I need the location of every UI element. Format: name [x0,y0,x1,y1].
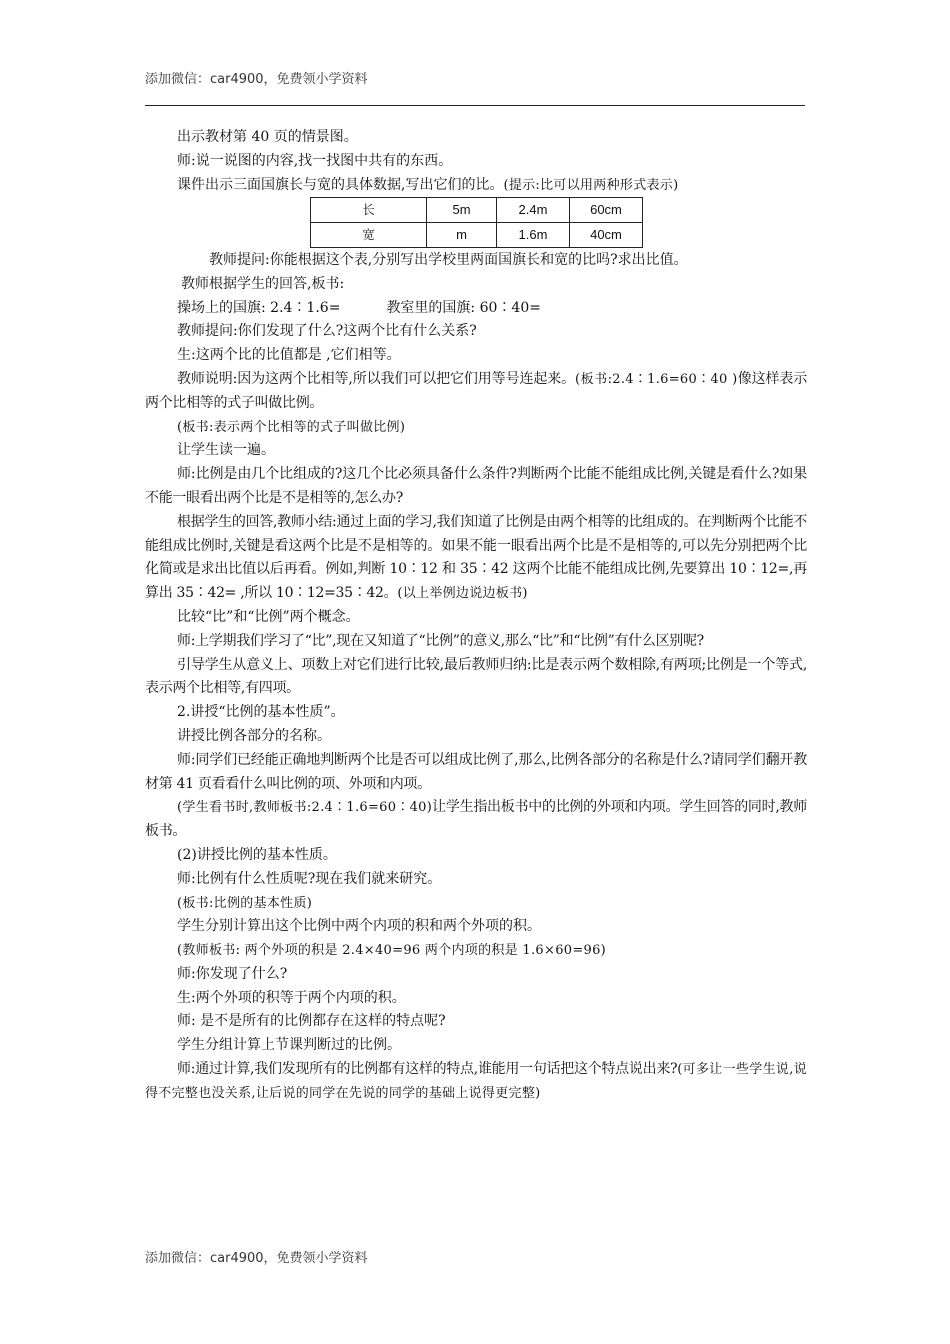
equation-classroom: 教室里的国旗: 60∶40= [386,299,541,316]
header-rule [145,105,805,106]
page-header: 添加微信：car4900，免费领小学资料 [145,72,368,87]
table-cell: 2.4m [497,198,570,223]
paragraph [145,297,807,321]
paragraph: (2)讲授比例的基本性质。 [177,846,337,863]
paragraph: 师:你发现了什么? [177,965,288,982]
equation-playground: 操场上的国旗: 2.4∶1.6= [177,299,341,316]
table-cell: 宽 [311,223,427,248]
table-cell: 5m [427,198,497,223]
paragraph: 教师根据学生的回答,板书: [181,275,345,292]
table-cell: 60cm [570,198,643,223]
paragraph: 出示教材第 40 页的情景图。 [177,129,358,145]
paragraph: 讲授比例各部分的名称。 [177,727,331,744]
table-row [311,198,643,223]
section-heading: 2.讲授“比例的基本性质”。 [177,704,345,721]
paragraph: 师:通过计算,我们发现所有的比例都有这样的特点,谁能用一句话把这个特点说出来?(可多让一些学生说,说得不完整也没关系,让后说的同学在先说的同学的基础上说得更完整) [145,1061,807,1101]
paragraph: (教师板书: 两个外项的积是 2.4×40=96 两个内项的积是 1.6×60=96) [177,943,607,959]
paragraph: 师:比例有什么性质呢?现在我们就来研究。 [177,870,442,887]
paragraph: 教师提问:你们发现了什么?这两个比有什么关系? [177,323,477,340]
paragraph: 学生分组计算上节课判断过的比例。 [177,1037,401,1054]
paragraph: 生:两个外项的积等于两个内项的积。 [177,989,406,1006]
paragraph: (学生看书时,教师板书:2.4∶1.6=60∶40)让学生指出板书中的比例的外项和内项。学生回答的同时,教师板书。 [145,799,807,840]
paragraph: 教师提问:你能根据这个表,分别写出学校里两面国旗长和宽的比吗?求出比值。 [209,251,688,268]
paragraph: 师: 是不是所有的比例都存在这样的特点呢? [177,1013,446,1030]
paragraph: 师:说一说图的内容,找一找图中共有的东西。 [177,152,453,169]
paragraph: 学生分别计算出这个比例中两个内项的积和两个外项的积。 [177,918,541,935]
paragraph: 生:这两个比的比值都是 ,它们相等。 [177,347,401,364]
paragraph: 师:同学们已经能正确地判断两个比是否可以组成比例了,那么,比例各部分的名称是什么?请同学们翻开教材第 41 页看看什么叫比例的项、外项和内项。 [145,751,807,792]
paragraph: 引导学生从意义上、项数上对它们进行比较,最后教师归纳:比是表示两个数相除,有两项;比例是一个等式,表示两个比相等,有四项。 [145,656,807,697]
table-cell: 长 [311,198,427,223]
paragraph: 让学生读一遍。 [177,442,275,459]
paragraph: 比较“比”和“比例”两个概念。 [177,608,360,625]
table-cell: 1.6m [497,223,570,248]
paragraph: 课件出示三面国旗长与宽的具体数据,写出它们的比。(提示:比可以用两种形式表示) [177,176,679,193]
flag-size-table [310,197,643,248]
paragraph: 根据学生的回答,教师小结:通过上面的学习,我们知道了比例是由两个相等的比组成的。在判断两个比能不能组成比例时,关键是看这两个比是不是相等的。如果不能一眼看出两个比是不是相等的,可以先分别把两个比化简或是求出比值以后再看。例如,判断 10∶12 和 35∶42 这两个比能不能组成比例,先要算出 10∶12=,再算出 35∶42= ,所以 10∶12=35∶42。(以上举例边说边板书) [145,513,807,602]
paragraph: (板书:比例的基本性质) [177,895,313,911]
paragraph: 师:比例是由几个比组成的?这几个比必须具备什么条件?判断两个比能不能组成比例,关键是看什么?如果不能一眼看出两个比是不是相等的,怎么办? [145,466,807,506]
paragraph: 教师说明:因为这两个比相等,所以我们可以把它们用等号连起来。(板书:2.4∶1.6=60∶40 )像这样表示两个比相等的式子叫做比例。 [145,370,807,411]
table-cell: 40cm [570,223,643,248]
page-footer: 添加微信：car4900，免费领小学资料 [145,1251,368,1266]
hint-note: (提示:比可以用两种形式表示) [503,177,679,193]
document-body [145,126,807,1106]
paragraph: 师:上学期我们学习了“比”,现在又知道了“比例”的意义,那么“比”和“比例”有什么区别呢? [177,632,704,649]
table-cell: m [427,223,497,248]
paragraph: (板书:表示两个比相等的式子叫做比例) [177,419,406,435]
table-row [311,223,643,248]
